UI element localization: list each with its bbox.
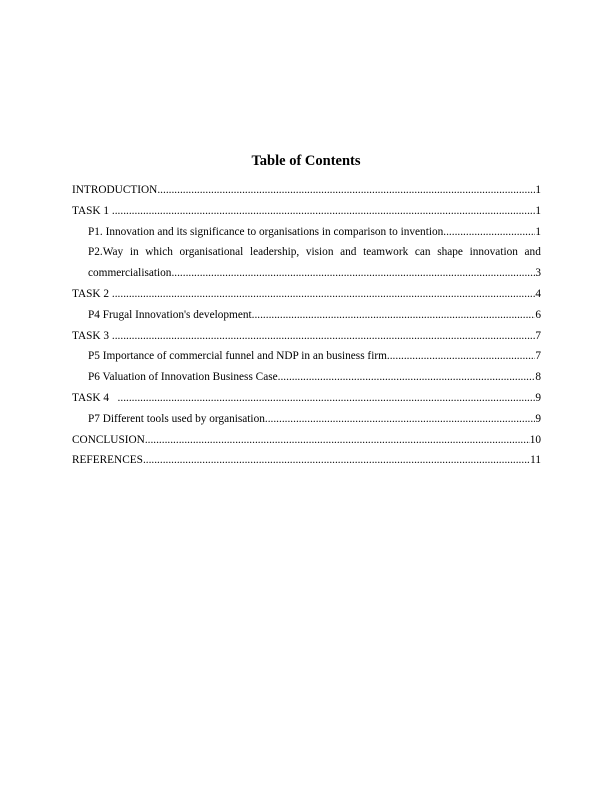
toc-entry-task-2[interactable] — [72, 284, 541, 305]
toc-entry-label: TASK 2 — [72, 287, 112, 300]
toc-page-number: 1 — [535, 184, 541, 196]
toc-entry-label: P1. Innovation and its significance to organisations in comparison to invention — [88, 225, 444, 238]
toc-entry-task-1[interactable] — [72, 201, 541, 222]
toc-leader — [265, 409, 535, 430]
toc-leader — [112, 326, 535, 347]
toc-entry-p5[interactable] — [72, 346, 541, 367]
toc-leader — [278, 367, 536, 388]
toc-leader — [387, 346, 535, 367]
toc-entry-p4[interactable] — [72, 305, 541, 326]
toc-page-number: 11 — [530, 454, 541, 467]
toc-page-number: 1 — [535, 225, 541, 238]
toc-leader — [157, 180, 535, 201]
table-of-contents — [72, 180, 541, 471]
toc-entry-task-3[interactable] — [72, 326, 541, 347]
toc-page-number: 9 — [535, 391, 541, 404]
toc-page-number: 8 — [535, 371, 541, 384]
toc-page-number: 3 — [535, 267, 541, 280]
toc-entry-label: CONCLUSION — [72, 433, 145, 446]
toc-entry-p2[interactable] — [72, 242, 541, 284]
toc-entry-p1[interactable] — [72, 222, 541, 243]
toc-leader — [171, 263, 535, 284]
toc-page-number: 6 — [535, 308, 541, 321]
toc-leader — [112, 201, 535, 222]
toc-page-number: 10 — [529, 433, 541, 446]
toc-entry-label-line-1: P2.Way in which organisational leadership, vision and teamwork can shape innovation and — [88, 246, 541, 259]
toc-entry-introduction[interactable] — [72, 180, 541, 201]
toc-entry-label: REFERENCES — [72, 454, 143, 467]
toc-entry-label: P7 Different tools used by organisation — [88, 412, 265, 425]
toc-entry-label-continued: commercialisation — [88, 267, 172, 280]
toc-leader — [252, 305, 536, 326]
toc-page-number: 1 — [535, 204, 541, 217]
toc-entry-conclusion[interactable] — [72, 430, 541, 451]
toc-title: Table of Contents — [251, 153, 361, 169]
toc-entry-label: P6 Valuation of Innovation Business Case — [88, 371, 278, 384]
toc-entry-label: TASK 3 — [72, 329, 112, 342]
toc-entry-label: P4 Frugal Innovation's development — [88, 308, 252, 321]
toc-leader — [145, 430, 530, 451]
toc-page-number: 7 — [535, 329, 541, 342]
toc-leader — [143, 450, 530, 471]
toc-entry-label: TASK 4 — [72, 391, 118, 404]
toc-page-number: 7 — [535, 350, 541, 363]
toc-entry-p7[interactable] — [72, 409, 541, 430]
toc-entry-p6[interactable] — [72, 367, 541, 388]
toc-leader — [112, 284, 535, 305]
toc-entry-task-4[interactable] — [72, 388, 541, 409]
toc-entry-label: P5 Importance of commercial funnel and NDP in an business firm — [88, 350, 387, 363]
toc-entry-label: INTRODUCTION — [72, 184, 158, 196]
toc-entry-label: TASK 1 — [72, 204, 112, 217]
toc-entry-references[interactable] — [72, 450, 541, 471]
toc-entry-label-line-2 — [88, 263, 541, 284]
toc-page-number: 9 — [535, 412, 541, 425]
toc-page-number: 4 — [535, 287, 541, 300]
toc-leader — [118, 388, 536, 409]
toc-leader — [443, 222, 535, 243]
